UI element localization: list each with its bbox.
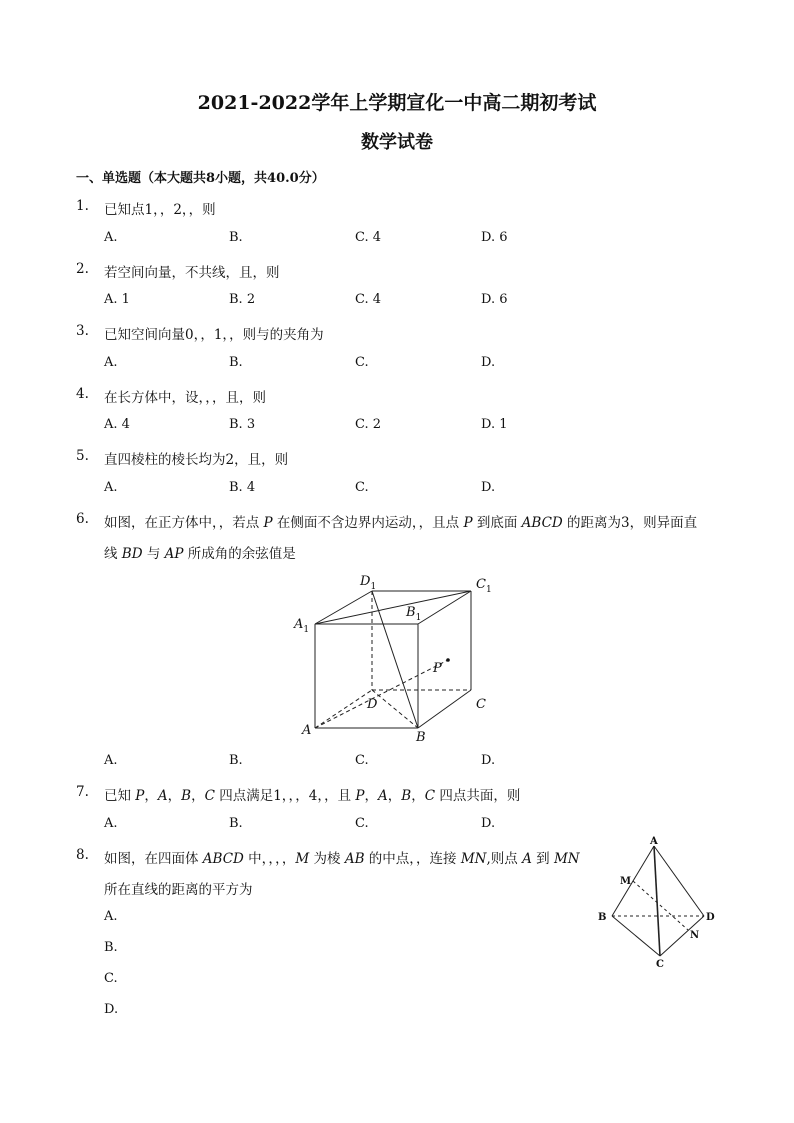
math-variable: P: [263, 515, 273, 531]
question-number: 3.: [76, 323, 89, 339]
question-text: 直四棱柱的棱长均为2，且，则: [104, 452, 289, 468]
option-d: D. 1: [481, 417, 508, 432]
edge-b-c: [418, 690, 471, 728]
question-text-line-2: [104, 542, 296, 562]
text-run: 四点共面，则: [435, 788, 521, 804]
text-run: 如图，在四面体: [104, 851, 203, 867]
text-run: 已知: [104, 788, 136, 804]
math-variable: A: [522, 851, 532, 867]
option-a: A. 1: [104, 292, 130, 307]
label-d: D: [367, 697, 378, 712]
segment-m-n-hidden: [633, 881, 688, 930]
math-variable: P: [135, 788, 145, 804]
label-c: C: [656, 959, 664, 970]
edge-a-d-hidden: [315, 690, 372, 728]
math-variable: MN: [553, 851, 580, 867]
option-d: D.: [481, 355, 496, 370]
label-d1: $D_1$: [360, 574, 377, 592]
option-b: B.: [229, 816, 243, 831]
text-run: 所成角的余弦值是: [183, 546, 296, 562]
option-d: D.: [104, 1002, 119, 1017]
option-a: A.: [104, 480, 118, 495]
option-b: B. 3: [229, 417, 256, 432]
label-b: B: [598, 912, 607, 923]
question-text: 已知点1，，2，，则: [104, 202, 216, 218]
text-run: ，: [387, 788, 402, 804]
text-run: 的距离为3，则异面直: [562, 515, 698, 531]
math-variable: AB: [344, 851, 365, 867]
question-number: 1.: [76, 198, 89, 214]
math-variable: B: [401, 788, 412, 804]
page-subtitle: 数学试卷: [361, 132, 433, 153]
math-variable: A: [378, 788, 388, 804]
text-run: 所在直线的距离的平方为: [104, 882, 253, 898]
diag-a1-c1: [315, 591, 471, 624]
question-number: 8.: [76, 847, 89, 863]
option-b: B.: [229, 355, 243, 370]
text-run: ，: [191, 788, 205, 804]
math-variable: P: [463, 515, 473, 531]
edge-a-c: [654, 846, 660, 956]
option-a: A.: [104, 909, 118, 924]
text-run: ，: [364, 788, 379, 804]
option-d: D.: [481, 480, 496, 495]
text-run: 与: [142, 546, 165, 562]
label-m: M: [620, 876, 632, 887]
point-p: [446, 658, 450, 662]
question-text-line-1: [104, 784, 520, 804]
math-variable: AP: [164, 546, 184, 562]
text-run: 四点满足1，，，4，，且: [214, 788, 356, 804]
math-variable: C: [424, 788, 436, 804]
question-text-line-1: [104, 511, 697, 531]
math-variable: ABCD: [202, 851, 244, 867]
question-number: 6.: [76, 511, 89, 527]
question-number: 2.: [76, 261, 89, 277]
math-variable: ABCD: [521, 515, 563, 531]
question-text-line-2: [104, 878, 253, 898]
text-run: 在侧面不含边界内运动，，且点: [272, 515, 464, 531]
tetrahedron-figure: [594, 834, 724, 970]
question-text-line-1: [104, 847, 580, 867]
option-a: A.: [104, 816, 118, 831]
label-p: P: [433, 661, 442, 676]
label-n: N: [690, 930, 700, 941]
page-title: 2021-2022学年上学期宣化一中高二期初考试: [197, 92, 597, 114]
label-b1: $B_1$: [406, 605, 422, 623]
option-a: A.: [104, 355, 118, 370]
question-text: 在长方体中，设，，，且，则: [104, 390, 266, 406]
question-number: 4.: [76, 386, 89, 402]
question-number: 5.: [76, 448, 89, 464]
option-d: D. 6: [481, 292, 508, 307]
option-b: B. 2: [229, 292, 256, 307]
section-header: 一、单选题（本大题共8小题，共40.0分）: [76, 171, 325, 186]
text-run: ，: [411, 788, 425, 804]
text-run: 如图，在正方体中，，若点: [104, 515, 264, 531]
option-a: A.: [104, 753, 118, 768]
math-variable: B: [181, 788, 192, 804]
math-variable: A: [157, 788, 168, 804]
option-c: C.: [355, 480, 369, 495]
question-text: 已知空间向量0，，1，，则与的夹角为: [104, 327, 324, 343]
edge-c1-b1: [418, 591, 471, 624]
option-b: B.: [229, 230, 243, 245]
option-c: C.: [355, 816, 369, 831]
option-c: C.: [355, 753, 369, 768]
label-c1: $C_1$: [476, 577, 492, 595]
edge-a1-d1: [315, 591, 372, 624]
option-c: C. 4: [355, 292, 382, 307]
text-run: 线: [104, 546, 122, 562]
option-c: C.: [355, 355, 369, 370]
text-run: 为棱: [309, 851, 345, 867]
label-a1: $A_1$: [294, 617, 310, 635]
math-variable: MN: [460, 851, 487, 867]
option-c: C. 4: [355, 230, 382, 245]
edge-b-c: [612, 916, 660, 956]
text-run: 到底面: [472, 515, 522, 531]
option-d: D.: [481, 753, 496, 768]
option-a: A.: [104, 230, 118, 245]
label-a: A: [650, 836, 658, 847]
option-b: B.: [104, 940, 118, 955]
text-run: ，: [167, 788, 182, 804]
text-run: 到: [531, 851, 554, 867]
option-c: C. 2: [355, 417, 382, 432]
label-a: A: [302, 723, 312, 738]
question-number: 7.: [76, 784, 89, 800]
option-b: B.: [229, 753, 243, 768]
option-d: D.: [481, 816, 496, 831]
cube-figure: [290, 570, 500, 745]
text-run: 的中点，，连接: [364, 851, 461, 867]
math-variable: BD: [121, 546, 143, 562]
segment-a-p-hidden: [315, 660, 448, 728]
label-d: D: [706, 912, 715, 923]
edge-a-d: [654, 846, 704, 916]
option-d: D. 6: [481, 230, 508, 245]
question-text: 若空间向量，不共线，且，则: [104, 265, 280, 281]
text-run: ，: [144, 788, 158, 804]
option-a: A. 4: [104, 417, 130, 432]
label-b: B: [416, 730, 426, 745]
option-c: C.: [104, 971, 118, 986]
math-variable: C: [204, 788, 215, 804]
label-c: C: [476, 697, 486, 712]
text-run: ,则点: [486, 851, 523, 867]
option-b: B. 4: [229, 480, 256, 495]
math-variable: M: [295, 851, 310, 867]
math-variable: P: [355, 788, 365, 804]
text-run: 中，，，，: [243, 851, 296, 867]
